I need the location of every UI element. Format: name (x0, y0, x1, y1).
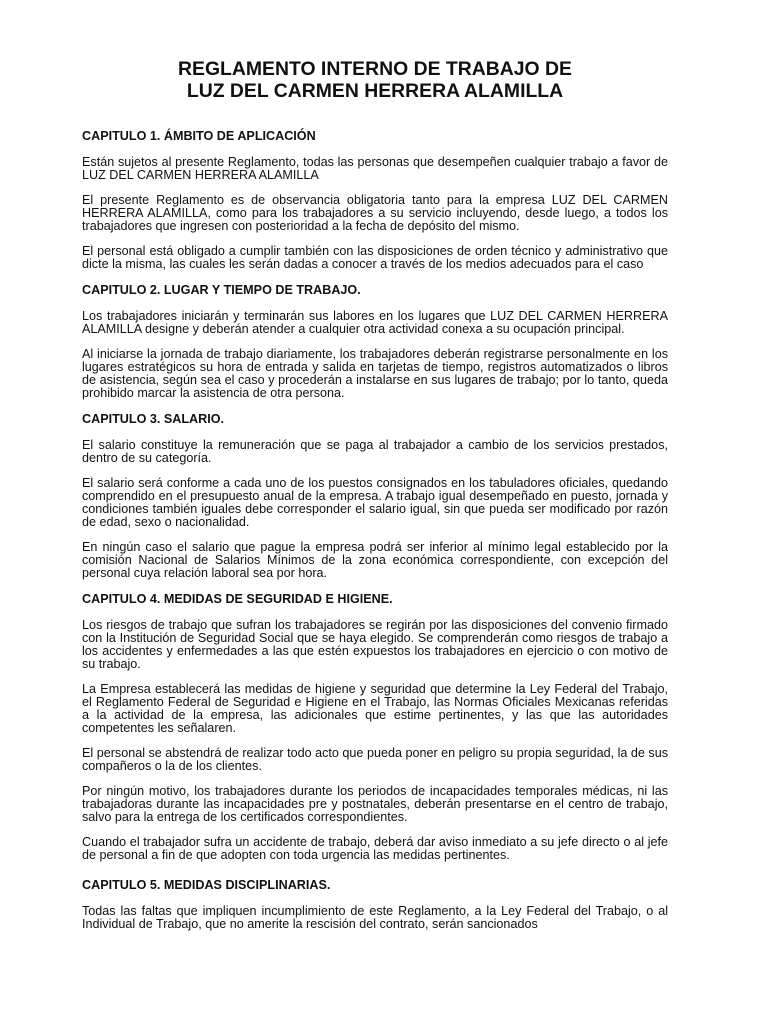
paragraph: Están sujetos al presente Reglamento, todas las personas que desempeñen cualquier trabajo a favor de LUZ DEL CARMEN HERRERA ALAMILLA (82, 155, 668, 182)
document-page (82, 58, 668, 943)
chapter-heading: CAPITULO 4. MEDIDAS DE SEGURIDAD E HIGIENE. (82, 592, 393, 606)
title-line-1: REGLAMENTO INTERNO DE TRABAJO DE (178, 58, 572, 80)
paragraph: El salario será conforme a cada uno de los puestos consignados en los tabuladores oficiales, quedando comprendido en el presupuesto anual de la empresa. A trabajo igual desempeñado en puesto, jornada y condiciones también iguales debe corresponder el salario igual, sin que pueda ser modificado por razón de edad, sexo o nacionalidad. (82, 476, 668, 529)
paragraph: En ningún caso el salario que pague la empresa podrá ser inferior al mínimo legal establecido por la comisión Nacional de Salarios Mínimos de la zona económica correspondiente, con excepción del personal cuya relación laboral sea por hora. (82, 540, 668, 580)
paragraph: Al iniciarse la jornada de trabajo diariamente, los trabajadores deberán registrarse personalmente en los lugares estratégicos su hora de entrada y salida en tarjetas de tiempo, registros automatizados o libros de asistencia, según sea el caso y procederán a instalarse en sus lugares de trabajo; por lo tanto, queda prohibido marcar la asistencia de otra persona. (82, 347, 668, 400)
paragraph: El personal se abstendrá de realizar todo acto que pueda poner en peligro su propia seguridad, la de sus compañeros o la de los clientes. (82, 746, 669, 773)
document-title (82, 58, 668, 102)
paragraph: Cuando el trabajador sufra un accidente de trabajo, deberá dar aviso inmediato a su jefe directo o al jefe de personal a fin de que adopten con toda urgencia las medidas pertinentes. (82, 835, 668, 862)
chapter-heading: CAPITULO 2. LUGAR Y TIEMPO DE TRABAJO. (82, 283, 361, 297)
chapter-heading: CAPITULO 1. ÁMBITO DE APLICACIÓN (82, 129, 316, 143)
paragraph: Los riesgos de trabajo que sufran los trabajadores se regirán por las disposiciones del convenio firmado con la Institución de Seguridad Social que se haya elegido. Se comprenderán como riesgos de trabajo a los accidentes y enfermedades a las que estén expuestos los trabajadores en ejercicio o con motivo de su trabajo. (82, 618, 668, 671)
paragraph: Por ningún motivo, los trabajadores durante los periodos de incapacidades temporales médicas, ni las trabajadoras durante las incapacidades pre y postnatales, deberán presentarse en el centro de trabajo, salvo para la entrega de los certificados correspondientes. (82, 784, 668, 824)
chapter-3 (82, 412, 668, 580)
chapter-2 (82, 283, 668, 400)
paragraph: El personal está obligado a cumplir también con las disposiciones de orden técnico y administrativo que dicte la misma, las cuales les serán dadas a conocer a través de los medios adecuados para el caso (82, 244, 668, 271)
paragraph: El salario constituye la remuneración que se paga al trabajador a cambio de los servicios prestados, dentro de su categoría. (82, 438, 668, 465)
chapter-heading: CAPITULO 3. SALARIO. (82, 412, 225, 426)
paragraph: El presente Reglamento es de observancia obligatoria tanto para la empresa LUZ DEL CARMEN HERRERA ALAMILLA, como para los trabajadores a su servicio incluyendo, desde luego, a todos los trabajadores que ingresen con posterioridad a la fecha de depósito del mismo. (82, 193, 668, 233)
chapter-1 (82, 129, 668, 271)
paragraph: Los trabajadores iniciarán y terminarán sus labores en los lugares que LUZ DEL CARMEN HERRERA ALAMILLA designe y deberán atender a cualquier otra actividad conexa a su ocupación principal. (82, 309, 668, 336)
chapter-heading: CAPITULO 5. MEDIDAS DISCIPLINARIAS. (82, 878, 331, 892)
chapter-4 (82, 592, 668, 862)
paragraph: La Empresa establecerá las medidas de higiene y seguridad que determine la Ley Federal del Trabajo, el Reglamento Federal de Seguridad e Higiene en el Trabajo, las Normas Oficiales Mexicanas referidas a la actividad de la empresa, las adicionales que estime pertinentes, y las que las autoridades competentes les señalaren. (82, 682, 668, 735)
paragraph: Todas las faltas que impliquen incumplimiento de este Reglamento, a la Ley Federal del Trabajo, o al Individual de Trabajo, que no amerite la rescisión del contrato, serán sancionados (82, 904, 668, 931)
title-line-2: LUZ DEL CARMEN HERRERA ALAMILLA (186, 80, 564, 102)
chapter-5 (82, 878, 668, 931)
